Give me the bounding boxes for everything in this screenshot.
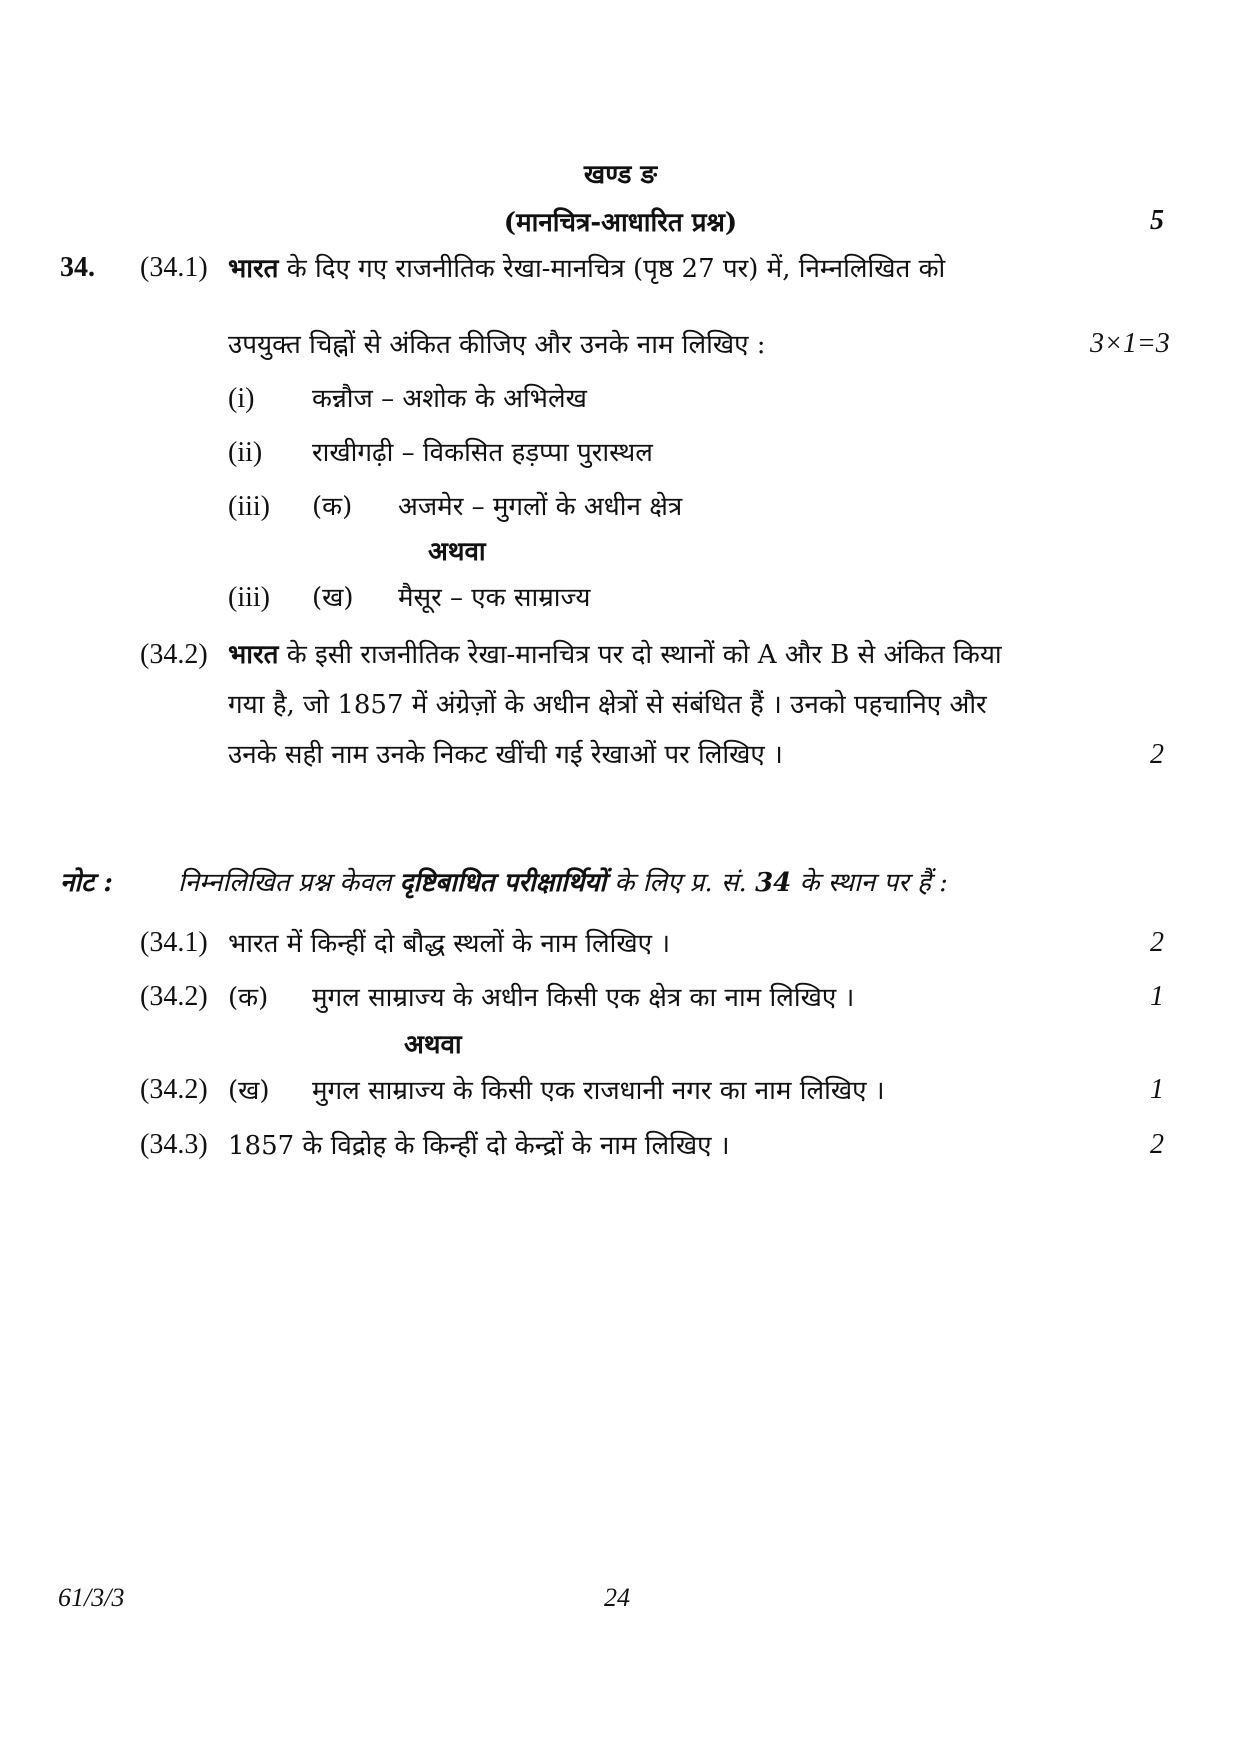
item-iii-b-sub: (ख) bbox=[312, 583, 354, 613]
q34-1-line1-text: के दिए गए राजनीतिक रेखा-मानचित्र (पृष्ठ 27 पर) में, निम्नलिखित को bbox=[278, 254, 946, 284]
q34-2-line3: उनके सही नाम उनके निकट खींची गई रेखाओं पर लिखिए । bbox=[228, 740, 783, 770]
q34-2-marks: 2 bbox=[1150, 739, 1164, 770]
section-title: खण्ड ङ bbox=[583, 160, 658, 190]
note-text-a: निम्नलिखित प्रश्न केवल bbox=[178, 868, 400, 898]
note-q2a-label: (34.2) bbox=[140, 981, 208, 1012]
q34-1-bold: भारत bbox=[228, 254, 279, 284]
note-q3-label: (34.3) bbox=[140, 1129, 208, 1160]
q34-2-line1-text: के इसी राजनीतिक रेखा-मानचित्र पर दो स्थानों को A और B से अंकित किया bbox=[278, 640, 1002, 670]
note-q2b-text: मुगल साम्राज्य के किसी एक राजधानी नगर का नाम लिखिए । bbox=[312, 1076, 885, 1106]
note-q3-text: 1857 के विद्रोह के किन्हीं दो केन्द्रों के नाम लिखिए । bbox=[228, 1131, 730, 1161]
note-q2a-marks: 1 bbox=[1150, 981, 1164, 1012]
note-q3-marks: 2 bbox=[1150, 1129, 1164, 1160]
item-iii-b-roman: (iii) bbox=[228, 582, 270, 613]
item-iii-b-text: मैसूर – एक साम्राज्य bbox=[398, 583, 591, 613]
note-text-b: के लिए प्र. सं. bbox=[606, 868, 756, 898]
footer-code: 61/3/3 bbox=[58, 1583, 125, 1612]
note-q2b-sub: (ख) bbox=[228, 1076, 270, 1106]
note-q2a-text: मुगल साम्राज्य के अधीन किसी एक क्षेत्र का नाम लिखिए । bbox=[312, 983, 855, 1013]
section-subtitle: (मानचित्र-आधारित प्रश्न) bbox=[503, 208, 738, 238]
question-number: 34. bbox=[60, 252, 95, 283]
footer-page-number: 24 bbox=[604, 1583, 630, 1612]
note-text bbox=[178, 868, 948, 898]
note-q2b-marks: 1 bbox=[1150, 1074, 1164, 1105]
note-q1-label: (34.1) bbox=[140, 927, 208, 958]
item-iii-a-roman: (iii) bbox=[228, 491, 270, 522]
item-ii-text: राखीगढ़ी – विकसित हड़प्पा पुरास्थल bbox=[312, 438, 653, 468]
section-marks: 5 bbox=[1150, 205, 1164, 236]
item-i-text: कन्नौज – अशोक के अभिलेख bbox=[312, 384, 587, 414]
q34-1-label: (34.1) bbox=[140, 252, 208, 283]
q34-1-line2: उपयुक्त चिह्नों से अंकित कीजिए और उनके नाम लिखिए : bbox=[228, 330, 766, 360]
item-ii-roman: (ii) bbox=[228, 437, 263, 468]
note-q1-text: भारत में किन्हीं दो बौद्ध स्थलों के नाम लिखिए । bbox=[228, 929, 671, 959]
note-label: नोट : bbox=[60, 868, 113, 898]
item-iii-a-sub: (क) bbox=[312, 492, 353, 522]
q34-2-line2: गया है, जो 1857 में अंग्रेज़ों के अधीन क्षेत्रों से संबंधित हैं । उनको पहचानिए और bbox=[228, 690, 987, 720]
q34-1-line1 bbox=[228, 254, 945, 284]
note-text-num: 34 bbox=[755, 868, 792, 898]
q34-2-bold: भारत bbox=[228, 640, 279, 670]
note-text-c: के स्थान पर हैं : bbox=[791, 868, 948, 898]
note-q2b-label: (34.2) bbox=[140, 1074, 208, 1105]
or-label-1: अथवा bbox=[428, 537, 486, 567]
or-label-2: अथवा bbox=[404, 1030, 462, 1060]
item-i-roman: (i) bbox=[228, 383, 255, 414]
q34-2-line1 bbox=[228, 640, 1002, 670]
q34-2-label: (34.2) bbox=[140, 639, 208, 670]
note-text-bold: दृष्टिबाधित परीक्षार्थियों bbox=[399, 868, 607, 898]
item-iii-a-text: अजमेर – मुगलों के अधीन क्षेत्र bbox=[398, 492, 683, 522]
q34-1-marks: 3×1=3 bbox=[1090, 328, 1170, 359]
note-q2a-sub: (क) bbox=[228, 983, 269, 1013]
note-q1-marks: 2 bbox=[1150, 927, 1164, 958]
